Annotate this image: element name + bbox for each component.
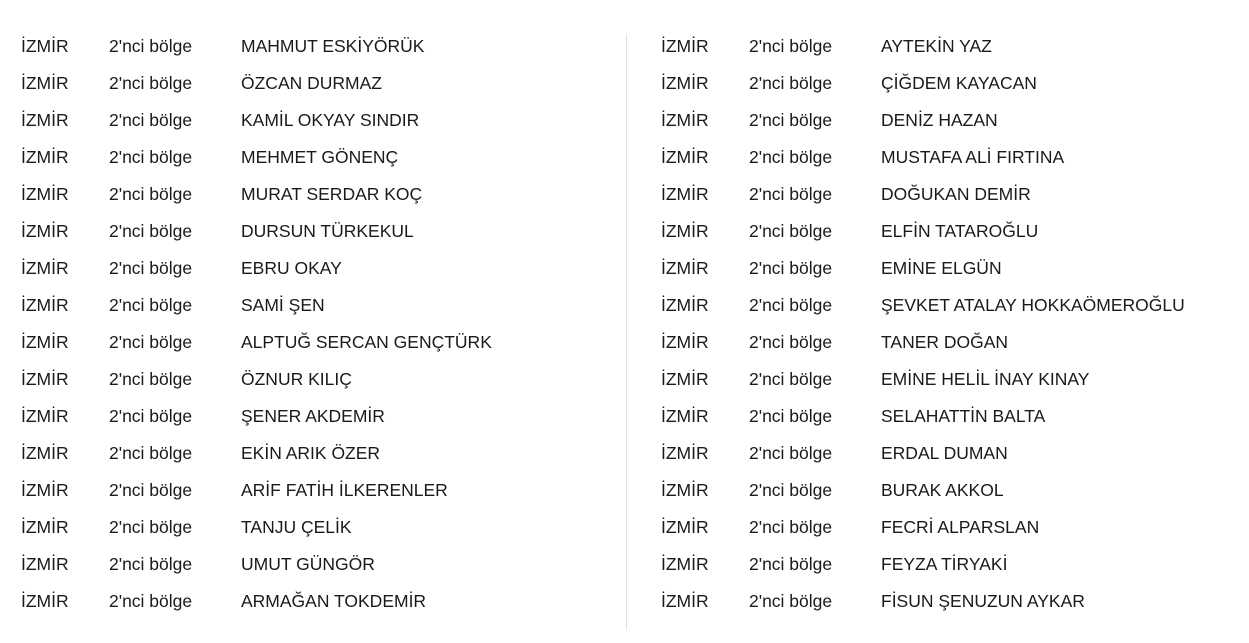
city-cell: İZMİR [21,406,69,426]
list-item [21,435,611,472]
candidate-name-cell: FİSUN ŞENUZUN AYKAR [881,591,1085,611]
list-item [661,213,1241,250]
city-cell: İZMİR [21,443,69,463]
candidate-name-cell: MEHMET GÖNENÇ [241,147,399,167]
list-item [21,139,611,176]
city-cell: İZMİR [661,332,709,352]
region-cell: 2'nci bölge [109,73,193,93]
candidate-name-cell: ALPTUĞ SERCAN GENÇTÜRK [241,332,492,352]
region-cell: 2'nci bölge [749,591,833,611]
list-item [661,102,1241,139]
city-cell: İZMİR [661,369,709,389]
region-cell: 2'nci bölge [109,184,193,204]
list-item [21,28,611,65]
region-cell: 2'nci bölge [109,36,193,56]
candidate-name-cell: DENİZ HAZAN [881,110,998,130]
region-cell: 2'nci bölge [109,332,193,352]
list-item [21,472,611,509]
region-cell: 2'nci bölge [109,443,193,463]
candidate-name-cell: MAHMUT ESKİYÖRÜK [241,36,425,56]
candidate-name-cell: EBRU OKAY [241,258,342,278]
region-cell: 2'nci bölge [109,110,193,130]
list-item [661,250,1241,287]
region-cell: 2'nci bölge [749,184,833,204]
candidate-name-cell: MUSTAFA ALİ FIRTINA [881,147,1065,167]
left-column [21,28,611,620]
city-cell: İZMİR [661,443,709,463]
candidate-name-cell: AYTEKİN YAZ [881,36,992,56]
list-item [661,65,1241,102]
list-item [21,65,611,102]
city-cell: İZMİR [661,147,709,167]
city-cell: İZMİR [21,221,69,241]
list-item [21,250,611,287]
region-cell: 2'nci bölge [749,258,833,278]
region-cell: 2'nci bölge [109,369,193,389]
region-cell: 2'nci bölge [749,554,833,574]
candidate-name-cell: EMİNE HELİL İNAY KINAY [881,369,1090,389]
city-cell: İZMİR [21,480,69,500]
candidate-name-cell: ŞENER AKDEMİR [241,406,385,426]
region-cell: 2'nci bölge [109,480,193,500]
region-cell: 2'nci bölge [749,36,833,56]
candidate-name-cell: EKİN ARIK ÖZER [241,443,381,463]
list-item [21,398,611,435]
region-cell: 2'nci bölge [749,369,833,389]
list-item [661,361,1241,398]
city-cell: İZMİR [661,36,709,56]
city-cell: İZMİR [21,332,69,352]
candidate-name-cell: DURSUN TÜRKEKUL [241,221,414,241]
region-cell: 2'nci bölge [749,73,833,93]
city-cell: İZMİR [21,369,69,389]
city-cell: İZMİR [21,184,69,204]
right-column [661,28,1241,620]
candidate-name-cell: UMUT GÜNGÖR [241,554,375,574]
list-item [21,583,611,620]
list-item [661,435,1241,472]
list-item [21,213,611,250]
region-cell: 2'nci bölge [109,221,193,241]
candidate-name-cell: ELFİN TATAROĞLU [881,221,1039,241]
city-cell: İZMİR [21,258,69,278]
candidate-name-cell: EMİNE ELGÜN [881,258,1002,278]
candidate-name-cell: TANJU ÇELİK [241,517,352,537]
list-item [21,287,611,324]
candidate-name-cell: ÇİĞDEM KAYACAN [881,73,1037,93]
region-cell: 2'nci bölge [109,295,193,315]
city-cell: İZMİR [21,591,69,611]
list-item [21,361,611,398]
city-cell: İZMİR [21,36,69,56]
candidate-name-cell: BURAK AKKOL [881,480,1004,500]
list-item [21,546,611,583]
city-cell: İZMİR [21,554,69,574]
candidate-name-cell: SAMİ ŞEN [241,295,325,315]
candidate-name-cell: FEYZA TİRYAKİ [881,554,1008,574]
list-item [21,102,611,139]
city-cell: İZMİR [661,184,709,204]
candidate-name-cell: FECRİ ALPARSLAN [881,517,1040,537]
list-item [661,546,1241,583]
region-cell: 2'nci bölge [749,332,833,352]
city-cell: İZMİR [21,295,69,315]
city-cell: İZMİR [21,147,69,167]
region-cell: 2'nci bölge [109,147,193,167]
region-cell: 2'nci bölge [109,258,193,278]
candidate-name-cell: ÖZNUR KILIÇ [241,369,352,389]
candidate-name-cell: TANER DOĞAN [881,332,1009,352]
region-cell: 2'nci bölge [109,517,193,537]
city-cell: İZMİR [661,73,709,93]
city-cell: İZMİR [661,406,709,426]
list-item [661,472,1241,509]
city-cell: İZMİR [661,295,709,315]
region-cell: 2'nci bölge [109,554,193,574]
candidate-name-cell: ŞEVKET ATALAY HOKKAÖMEROĞLU [881,295,1185,315]
city-cell: İZMİR [661,110,709,130]
list-item [661,176,1241,213]
region-cell: 2'nci bölge [749,443,833,463]
region-cell: 2'nci bölge [749,221,833,241]
candidate-name-cell: ÖZCAN DURMAZ [241,73,382,93]
region-cell: 2'nci bölge [749,406,833,426]
list-item [661,398,1241,435]
list-item [661,324,1241,361]
candidate-name-cell: ERDAL DUMAN [881,443,1008,463]
city-cell: İZMİR [661,591,709,611]
region-cell: 2'nci bölge [749,147,833,167]
list-item [661,583,1241,620]
city-cell: İZMİR [661,554,709,574]
city-cell: İZMİR [661,480,709,500]
city-cell: İZMİR [21,110,69,130]
city-cell: İZMİR [661,221,709,241]
candidate-name-cell: DOĞUKAN DEMİR [881,184,1031,204]
region-cell: 2'nci bölge [749,480,833,500]
region-cell: 2'nci bölge [749,517,833,537]
candidate-name-cell: MURAT SERDAR KOÇ [241,184,423,204]
list-item [661,509,1241,546]
list-item [21,176,611,213]
list-item [661,287,1241,324]
region-cell: 2'nci bölge [749,295,833,315]
candidate-name-cell: ARMAĞAN TOKDEMİR [241,591,427,611]
candidate-name-cell: ARİF FATİH İLKERENLER [241,480,448,500]
candidate-name-cell: SELAHATTİN BALTA [881,406,1046,426]
column-divider [626,34,627,630]
region-cell: 2'nci bölge [749,110,833,130]
city-cell: İZMİR [21,517,69,537]
region-cell: 2'nci bölge [109,406,193,426]
city-cell: İZMİR [661,258,709,278]
city-cell: İZMİR [21,73,69,93]
city-cell: İZMİR [661,517,709,537]
region-cell: 2'nci bölge [109,591,193,611]
list-item [661,28,1241,65]
list-item [661,139,1241,176]
candidate-name-cell: KAMİL OKYAY SINDIR [241,110,420,130]
list-item [21,324,611,361]
list-item [21,509,611,546]
